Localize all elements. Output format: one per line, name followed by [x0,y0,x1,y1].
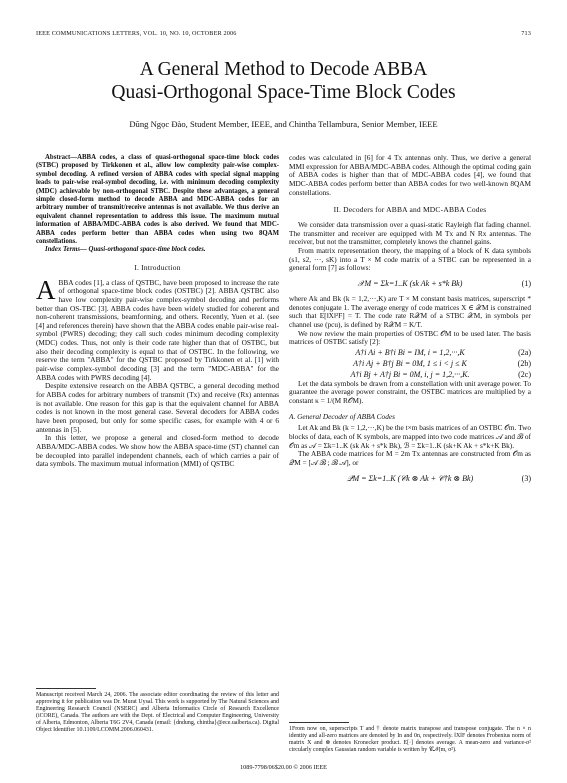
subsection-a-heading: A. General Decoder of ABBA Codes [289,411,395,421]
intro-paragraph-3: In this letter, we propose a general and closed-form method to decode ABBA/MDC-ABBA codes. We show how the ABBA space-time (ST) channel can be decoupled into parallel independent channels, each of which carries a pair of data symbols. The maximum mutual information (MMI) of QSTBC [36,433,279,469]
right-paragraph-5: We now review the main properties of OSTBC 𝒪M to be used later. The basis matrices of OSTBC satisfy [2]: [289,328,531,347]
left-column [36,154,279,469]
right-paragraph-3: From matrix representation theory, the mapping of a block of K data symbols (s1, s2, ···, sK) into a T × M code matrix of a STBC can be represented in a general form [7] as follows: [289,245,531,273]
right-paragraph-4: where Ak and Bk (k = 1,2,···,K) are T × M constant basis matrices, superscript * denotes conjugate 1. The average energy of code matrices X ∈ 𝒳M is constrained such that E[‖X‖²F] = T. The code rate R𝒳M of a STBC 𝒳M, in symbols per channel use (pcu), is defined by R𝒳M = K/T. [289,293,531,329]
equation-2a [289,347,531,358]
equation-3 [289,468,531,490]
index-terms: Index Terms— Quasi-orthogonal space-time block codes. [45,246,206,254]
equation-2a-body: A†i Ai + B†i Bi = IM, i = 1,2,···,K [355,347,465,357]
equation-3-number: (3) [521,473,531,483]
equation-2c [289,369,531,380]
intro-paragraph-2: Despite extensive research on the ABBA QSTBC, a general decoding method for ABBA codes for arbitrary numbers of transmit (Tx) and receive (Rx) antennas is not available. One reason for this gap is that the equivalent channel for ABBA codes is not known in the most general case. Several decoders for ABBA codes have been proposed, but only for some specific cases, for example with 4 or 6 antennas in [5]. [36,381,279,434]
right-paragraph-6: Let the data symbols be drawn from a constellation with unit average power. To guarantee the average power constraint, the OSTBC matrices are multiplied by a constant κ = 1/(M R𝒪M). [289,378,531,406]
copyright-footer: 1089-7798/06$20.00 © 2006 IEEE [240,764,327,771]
drop-cap: A [36,274,56,305]
footnote-right: 1From now on, superscripts T and † denote matrix transpose and transpose conjugate. The n × n identity and all-zero matrices are denoted by In and 0n, respectively. ‖X‖F denotes Frobenius norm of matrix X and ⊗ denotes Kronecker product. E[·] denotes average. A mean-zero and variance-σ² circularly complex Gaussian random variable is written by 𝒞𝒩(m, σ²). [289,726,531,754]
right-paragraph-1: codes was calculated in [6] for 4 Tx antennas only. Thus, we derive a general MMI expression for ABBA/MDC-ABBA codes. Although the optimal coding gain of ABBA codes is higher than that of MDC-ABBA codes [4], we found that MDC-ABBA codes perform better than ABBA codes for two well-known 8QAM constellations. [289,153,531,197]
equation-2c-body: A†i Bj + A†j Bi = 0M, i, j = 1,2,···,K. [350,369,470,379]
footnote-rule-right [289,722,349,723]
footnote-rule-left [36,688,96,689]
title-line-2: Quasi-Orthogonal Space-Time Block Codes [111,82,456,103]
author-line: Dũng Ngọc Đào, Student Member, IEEE, and Chintha Tellambura, Senior Member, IEEE [129,119,438,129]
equation-1-number: (1) [521,278,531,288]
journal-name: IEEE COMMUNICATIONS LETTERS, VOL. 10, NO. 10, OCTOBER 2006 [36,30,237,37]
abstract: Abstract—ABBA codes, a class of quasi-orthogonal space-time block codes (STBC) proposed by Tirkkonen et al., allow low complexity pair-wise complex-symbol decoding. A refined version of ABBA codes with special signal mapping leads to pair-wise real-symbol decoding, i.e. with minimum decoding complexity (MDC) achievable by non-orthogonal STBC. Despite these advantages, a general simple closed-form method to decode ABBA and MDC-ABBA codes for an arbitrary number of transmit/receive antennas is not available. We thus derive an equivalent channel representation to address this issue. The maximum mutual information of ABBA/MDC-ABBA codes is also derived. We found that MDC-ABBA codes perform better than ABBA codes when using two 8QAM constellations. [36,154,279,246]
equation-3-body: 𝒬M = Σk=1..K (𝒞k ⊗ Ak + 𝒞†k ⊗ Bk) [346,473,474,483]
equation-2b-number: (2b) [517,358,531,368]
right-column [289,154,531,490]
intro-paragraph-1 [36,274,279,383]
equation-1-body: 𝒳M = Σk=1..K (sk Ak + s*k Bk) [357,278,463,288]
equation-2b-body: A†i Aj + B†j Bi = 0M, 1 ≤ i < j ≤ K [353,358,467,368]
intro-paragraph-1-text: BBA codes [1], a class of QSTBC, have been proposed to increase the rate of orthogonal space-time block codes (OSTBC) [2]. ABBA QSTBC also have low complexity pair-wise complex-symbol decoding and performs better than OS-TBC [3]. ABBA codes have been widely studied for coherent and non-coherent transmissions, beamforming, and others. Recently, Yuen et al. (see [4] and references therein) have shown that the ABBA codes enable pair-wise real-symbol (PWRS) decoding; they call such codes minimum decoding complexity (MDC) codes. Thus, not only is their code rate higher than that of OSTBC, but also their decoding complexity is equal to that of OSTBC. In the following, we reserve the term "ABBA" for the QSTBC proposed by Tirkkonen et al. [1] with pair-wise complex-symbol decoding [3] and the term "MDC-ABBA" for the ABBA codes with PWRS decoding [4]. [36,277,279,382]
title-line-1: A General Method to Decode ABBA [139,59,428,80]
right-paragraph-2: We consider data transmission over a quasi-static Rayleigh flat fading channel. The transmitter and receiver are equipped with M Tx and N Rx antennas. The receiver, but not the transmitter, completely knows the channel gains. [289,219,531,247]
equation-2a-number: (2a) [518,347,531,357]
running-header [36,30,531,37]
page-number: 713 [521,30,531,37]
equation-2c-number: (2c) [518,369,531,379]
right-paragraph-8: The ABBA code matrices for M = 2m Tx antennas are constructed from 𝒪m as 𝒬M = [𝒜 ℬ ; ℬ 𝒜], or [289,449,531,468]
section-1-heading: I. Introduction [134,262,181,272]
equation-1 [289,273,531,295]
section-2-heading: II. Decoders for ABBA and MDC-ABBA Codes [333,205,487,215]
footnote-left: Manuscript received March 24, 2006. The associate editor coordinating the review of this letter and approving it for publication was Dr. Murat Uysal. This work is supported by The Natural Sciences and Engineering Research Council (NSERC) and Alberta Informatics Circle of Research Excellence (iCORE), Canada. The authors are with the Dept. of Electrical and Computer Engineering, University of Alberta, Edmonton, Alberta T6G 2V4, Canada (email: {dndung, chintha}@ece.ualberta.ca). Digital Object Identifier 10.1109/LCOMM.2006.060431. [36,692,279,734]
right-paragraph-7: Let Ak and Bk (k = 1,2,···,K) be the t×m basis matrices of an OSTBC 𝒪m. Two blocks of data, each of K symbols, are mapped into two code matrices 𝒜 and ℬ of 𝒪m as 𝒜 = Σk=1..K (sk Ak + s*k Bk), ℬ = Σk=1..K (sk+K Ak + s*k+K Bk). [289,423,531,450]
paper-title [0,58,567,104]
equation-2b [289,358,531,369]
